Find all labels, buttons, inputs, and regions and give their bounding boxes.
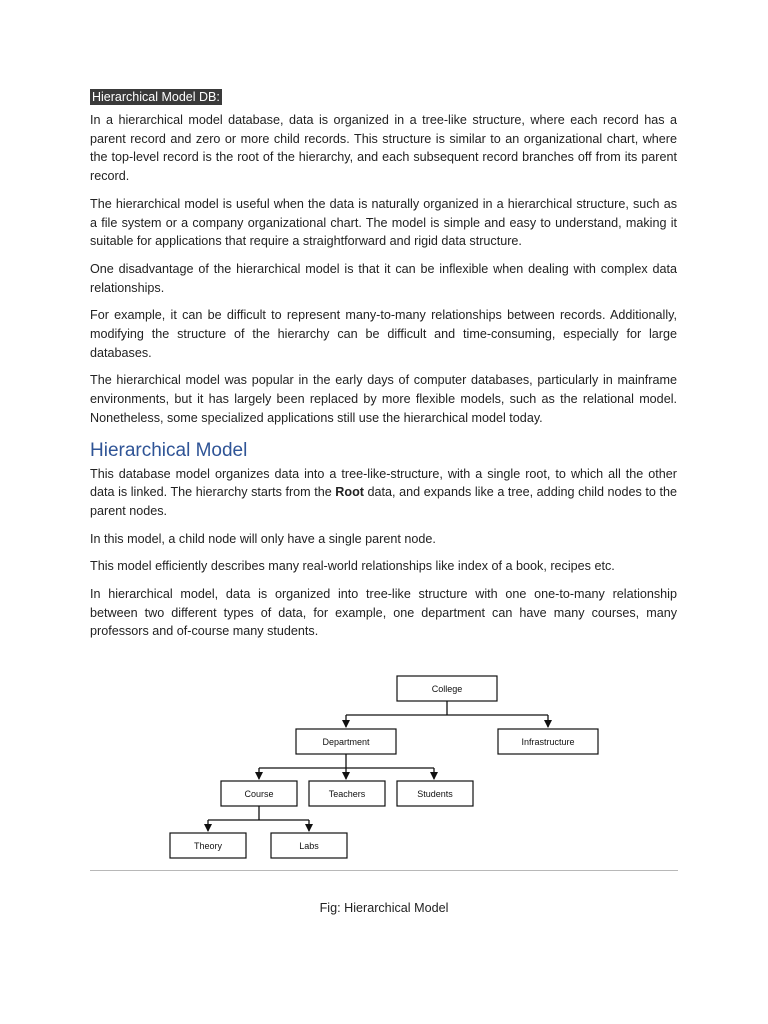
node-theory (170, 833, 246, 858)
node-college-label: College (431, 684, 463, 694)
node-course-label: Course (244, 789, 274, 799)
node-labs (271, 833, 347, 858)
paragraph-single-parent: In this model, a child node will only have a single parent node. (90, 531, 436, 546)
connector-department-children (259, 754, 434, 779)
document-body (90, 88, 677, 650)
definition-text-end: data, and expands like a tree, adding child nodes to the parent nodes. (90, 485, 677, 518)
section-title: Hierarchical Model (90, 439, 248, 461)
figure-caption: Fig: Hierarchical Model (319, 901, 449, 915)
paragraph-one-to-many: In hierarchical model, data is organized into tree-like structure with one one-to-many relationship between two different types of data, for example, one department can have many courses, many professors and of-course many students. (90, 587, 677, 639)
node-department (296, 729, 396, 754)
node-infrastructure (498, 729, 598, 754)
paragraph-definition (90, 465, 677, 521)
node-infrastructure-label: Infrastructure (521, 737, 575, 747)
root-keyword: Root (335, 485, 364, 500)
paragraph-example: For example, it can be difficult to represent many-to-many relationships between records. Additionally, modifying the structure of the hierarchy can be difficult and time-consuming, especially for large databases. (90, 308, 677, 360)
node-theory-label: Theory (193, 841, 223, 851)
node-students-label: Students (417, 789, 453, 799)
node-teachers-label: Teachers (328, 789, 366, 799)
connector-course-children (208, 806, 309, 831)
figure-divider (90, 870, 678, 871)
paragraph-real-world: This model efficiently describes many real-world relationships like index of a book, recipes etc. (90, 559, 615, 574)
paragraph-history: The hierarchical model was popular in the early days of computer databases, particularly in mainframe environments, but it has largely been replaced by more flexible models, such as the relational model. Nonetheless, some specialized applications still use the hierarchical model today. (90, 373, 677, 425)
node-department-label: Department (322, 737, 370, 747)
node-students (397, 781, 473, 806)
node-teachers (309, 781, 385, 806)
node-labs-label: Labs (299, 841, 319, 851)
definition-text-start: This database model organizes data into a tree-like-structure, with a single root, to which all the other data is linked. The hierarchy starts from the (90, 466, 677, 500)
section-heading-tag: Hierarchical Model DB: (92, 90, 220, 104)
paragraph-usefulness: The hierarchical model is useful when the data is naturally organized in a hierarchical structure, such as a file system or a company organizational chart. The model is simple and easy to understand, making it suitable for applications that require a straightforward and rigid data structure. (90, 196, 677, 249)
node-college (397, 676, 497, 701)
connector-college-children (346, 701, 548, 727)
paragraph-intro: In a hierarchical model database, data is organized in a tree-like structure, where each record has a parent record and zero or more child records. This structure is similar to an organizational chart, where the top-level record is the root of the hierarchy, and each subsequent record branches off from its parent record. (90, 113, 677, 184)
node-course (221, 781, 297, 806)
paragraph-disadvantage: One disadvantage of the hierarchical model is that it can be inflexible when dealing with complex data relationships. (90, 261, 677, 295)
